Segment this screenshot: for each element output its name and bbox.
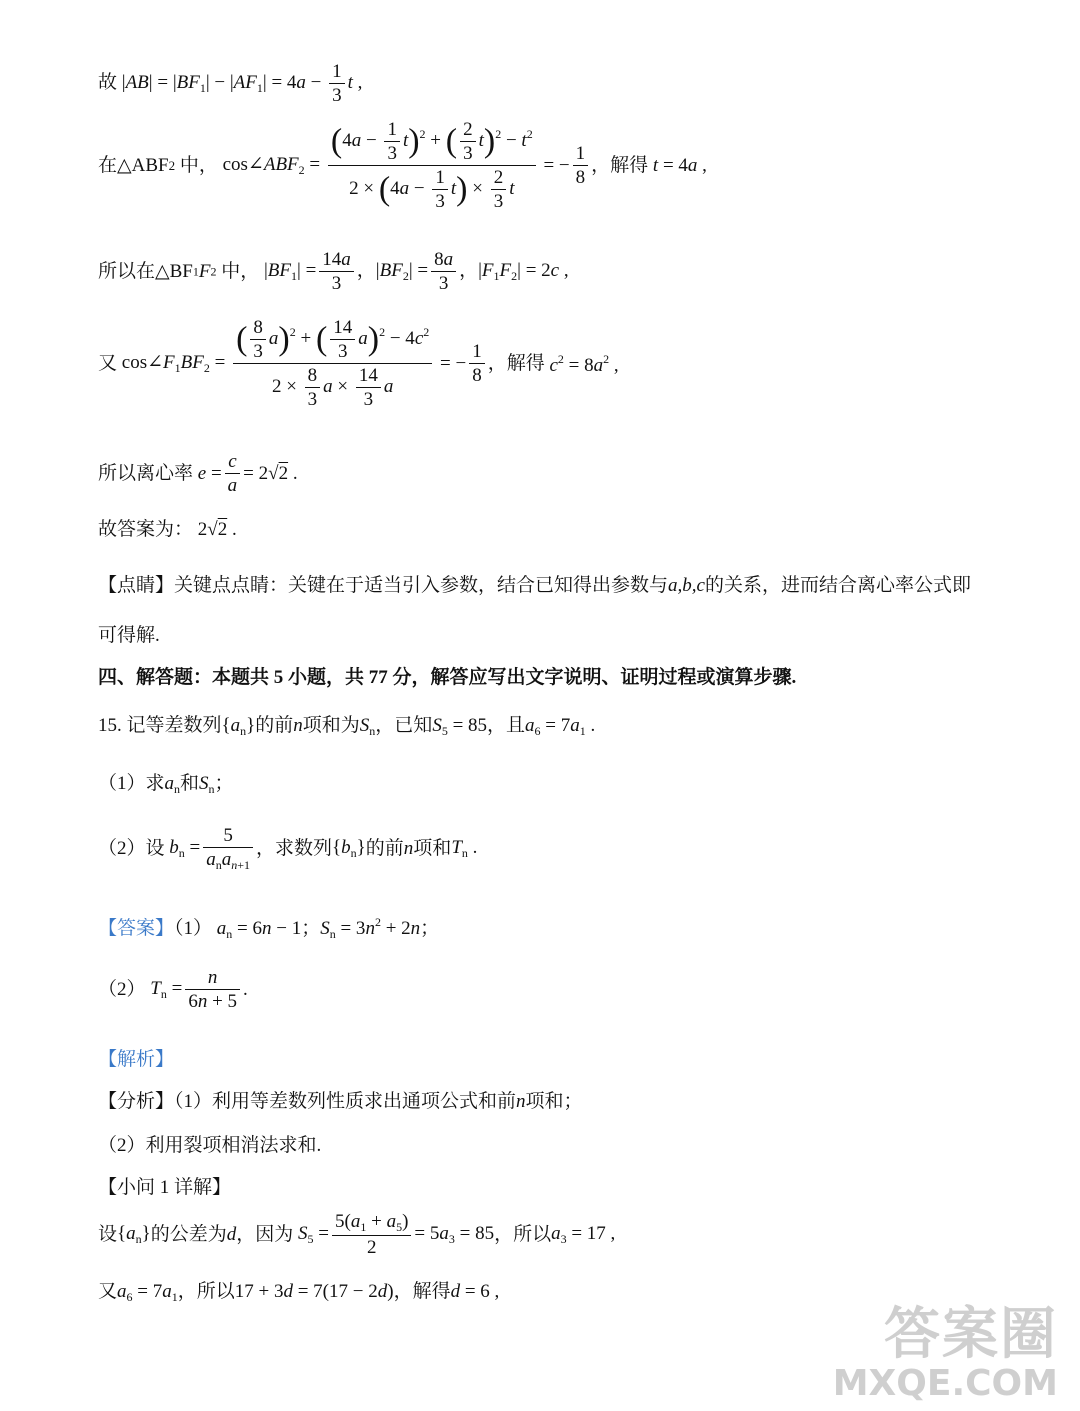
detail-tag: 【小问 1 详解】	[98, 1177, 232, 1198]
line-cos-f1bf2: 又 $\cos\angle F_1BF_2$ = ( $\frac{8}{3}$ a)$^2$ + ( $\frac{14}{3}$ $a)^2 - 4c^2$ 2 × $\frac{8}{3}$ a × $\frac{14}{3}$ a = − $\frac{1}{8}$ ，解得 $c^2 = 8a^2$ ,	[98, 317, 619, 410]
jiexi-tag: 【解析】	[98, 1049, 175, 1070]
line-answer: 故答案为： 2√2 .	[98, 519, 237, 540]
line-cos-abf2: 在△ABF2 中， $\cos\angle ABF_2$ = (4a − $\frac{1}{3}$ t)$^2$ + ( $\frac{2}{3}$ $t)^2 - t^2$ 2 × (4a − $\frac{1}{3}$ t) × $\frac{2}{3}$ t = − $\frac{1}{8}$ ，解得 t = 4a ,	[98, 119, 707, 212]
question-15-part-2: （2）设 $b_n$ = $\frac{5}{a_na_{n+1}}$ ，求数列$\{b_n\}$的前n项和$T_n$ .	[98, 825, 478, 872]
fraction: $\frac{1}{3}$	[329, 62, 345, 105]
comment-line-1: 【点睛】关键点点睛：关键在于适当引入参数，结合已知得出参数与a,b,c的关系，进而结合离心率公式即	[98, 575, 971, 596]
detail-line-2: 又$a_6 = 7a_1$，所以17 + 3d = 7(17 − 2d)，解得d = 6 ,	[98, 1281, 500, 1304]
cos-abf2-fraction: (4a − $\frac{1}{3}$ t)$^2$ + ( $\frac{2}{3}$ $t)^2 - t^2$ 2 × (4a − $\frac{1}{3}$ t) × $\frac{2}{3}$ t	[328, 120, 536, 211]
section-title: 四、解答题：本题共 5 小题，共 77 分，解答应写出文字说明、证明过程或演算步骤.	[98, 667, 797, 688]
answer-part-1: 【答案】（1） $a_n = 6n - 1$；$S_n = 3n^2 + 2n$；	[98, 915, 440, 941]
answer-part-2: （2） $T_n$ = $\frac{n}{6n + 5}$ .	[98, 967, 248, 1012]
question-15-part-1: （1）求$a_n$和$S_n$；	[98, 773, 234, 796]
line-eccentricity: 所以离心率 e = $\frac{c}{a}$ = 2√2 .	[98, 451, 298, 496]
detail-line-1: 设$\{a_n\}$的公差为d，因为 $S_5$ = $\frac{5(a_1 + a_5)}{2}$ = $5a_3 = 85$，所以$a_3 = 17$ ,	[98, 1211, 616, 1258]
line-triangle-bf1f2: 所以在△BF1F2 中， $|BF_1|$ = $\frac{14a}{3}$ ，$|BF_2|$ = $\frac{8a}{3}$ ，$|F_1F_2| = 2c$ ,	[98, 249, 569, 294]
fenxi-line-2: （2）利用裂项相消法求和.	[98, 1135, 322, 1156]
comment-line-2: 可得解.	[98, 625, 160, 646]
watermark-text: 答案圈	[884, 1302, 1058, 1368]
fenxi-line-1: 【分析】（1）利用等差数列性质求出通项公式和前n项和；	[98, 1091, 583, 1112]
question-15: 15. 记等差数列$\{a_n\}$的前n项和为$S_n$，已知$S_5 = 85$，且$a_6 = 7a_1$ .	[98, 715, 596, 738]
line-ab-length: 故 $|AB| = |BF_1| - |AF_1| = 4a$ − $\frac{1}{3}$ t ,	[98, 61, 363, 106]
watermark-logo	[832, 1302, 1058, 1405]
watermark-url: MXQE.COM	[832, 1363, 1058, 1405]
cos-f1bf2-fraction: ( $\frac{8}{3}$ a)$^2$ + ( $\frac{14}{3}$ $a)^2 - 4c^2$ 2 × $\frac{8}{3}$ a × $\frac{14}{3}$ a	[233, 318, 432, 409]
